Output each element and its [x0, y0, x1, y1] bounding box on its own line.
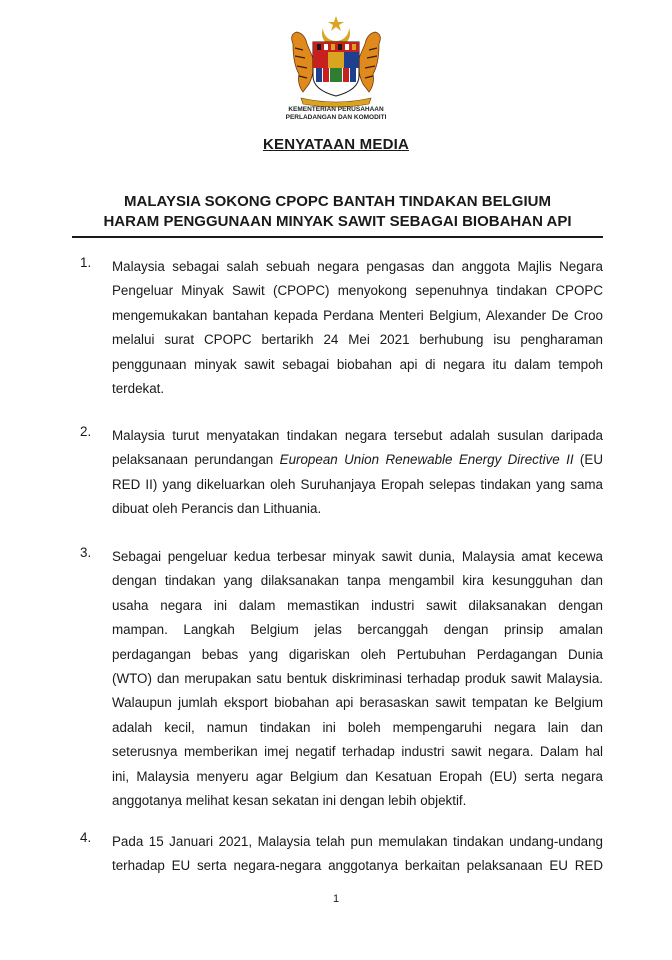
paragraph-number: 3. [80, 545, 92, 560]
headline-divider [72, 236, 603, 238]
paragraph-line: penggunaan minyak sawit sebagai biobahan api di negara itu dalam tempoh [112, 356, 603, 372]
paragraph-line: anggotanya melihat kesan sekatan ini dengan lebih objektif. [112, 792, 467, 808]
paragraph-line: terhadap EU serta negara-negara anggotanya berkaitan pelaksanaan EU RED [112, 858, 603, 874]
paragraph-line-with-italic [112, 448, 603, 472]
coat-of-arms-icon [283, 14, 389, 110]
paragraph-body [112, 255, 603, 401]
line-text: pelaksanaan perundangan [112, 452, 280, 468]
paragraph-line: adalah kecil, namun tindakan ini boleh mempengaruhi negara lain dan [112, 719, 603, 735]
paragraph-line: dengan tindakan yang dilaksanakan tanpa mengambil kira kesungguhan dan [112, 573, 603, 589]
headline [72, 192, 603, 232]
ministry-name-line-2: PERLADANGAN DAN KOMODITI [285, 114, 387, 121]
paragraph-line: seterusnya memberikan imej negatif terhadap industri sawit negara. Dalam hal [112, 744, 603, 760]
document-type-title: KENYATAAN MEDIA [262, 136, 410, 153]
paragraph-line: dibuat oleh Perancis dan Lithuania. [112, 501, 322, 517]
ministry-name [236, 106, 436, 122]
ministry-name-line-1: KEMENTERIAN PERUSAHAAN [288, 106, 384, 113]
paragraph-body [112, 424, 603, 522]
paragraph-number: 1. [80, 255, 92, 270]
paragraph-line: perdagangan bebas yang digariskan oleh Pertubuhan Perdagangan Dunia [112, 646, 603, 662]
paragraph-number: 2. [80, 424, 92, 439]
paragraph-line: mengemukakan bantahan kepada Perdana Menteri Belgium, Alexander De Croo [112, 307, 603, 323]
paragraph-line: ini, Malaysia menyeru agar Belgium dan Kesatuan Eropah (EU) serta negara [112, 768, 603, 784]
paragraph-body [112, 830, 603, 879]
headline-line-2: HARAM PENGGUNAAN MINYAK SAWIT SEBAGAI BIOBAHAN API [103, 213, 572, 230]
paragraph-line: Pengeluar Minyak Sawit (CPOPC) menyokong sepenuhnya tindakan CPOPC [112, 283, 603, 299]
paragraph-line: Sebagai pengeluar kedua terbesar minyak sawit dunia, Malaysia amat kecewa [112, 549, 603, 564]
paragraph-body [112, 545, 603, 813]
line-text: (EU [573, 452, 603, 468]
paragraph-line: usaha negara ini dalam memastikan industri sawit dilaksanakan dengan [112, 597, 603, 613]
directive-name: European Union Renewable Energy Directive II [279, 452, 574, 468]
headline-line-1: MALAYSIA SOKONG CPOPC BANTAH TINDAKAN BELGIUM [124, 193, 551, 210]
paragraph-line: Pada 15 Januari 2021, Malaysia telah pun memulakan tindakan undang-undang [112, 834, 603, 849]
paragraph-line: Walaupun jumlah eksport biobahan api berasaskan sawit tempatan ke Belgium [112, 695, 603, 711]
paragraph-line: Malaysia turut menyatakan tindakan negara tersebut adalah susulan daripada [112, 428, 603, 443]
paragraph-line: RED II) yang dikeluarkan oleh Suruhanjaya Eropah selepas tindakan yang sama [112, 476, 603, 492]
paragraph-line: (WTO) dan merupakan satu bentuk diskriminasi terhadap produk sawit Malaysia. [112, 670, 603, 686]
paragraph-line: terdekat. [112, 380, 165, 396]
paragraph-number: 4. [80, 830, 92, 845]
page-number: 1 [332, 893, 340, 905]
paragraph-line: melalui surat CPOPC bertarikh 24 Mei 2021 berhubung isu pengharaman [112, 332, 603, 348]
paragraph-line: mampan. Langkah Belgium jelas bercanggah dengan prinsip amalan [112, 622, 603, 638]
paragraph-line: Malaysia sebagai salah sebuah negara pengasas dan anggota Majlis Negara [112, 259, 603, 274]
